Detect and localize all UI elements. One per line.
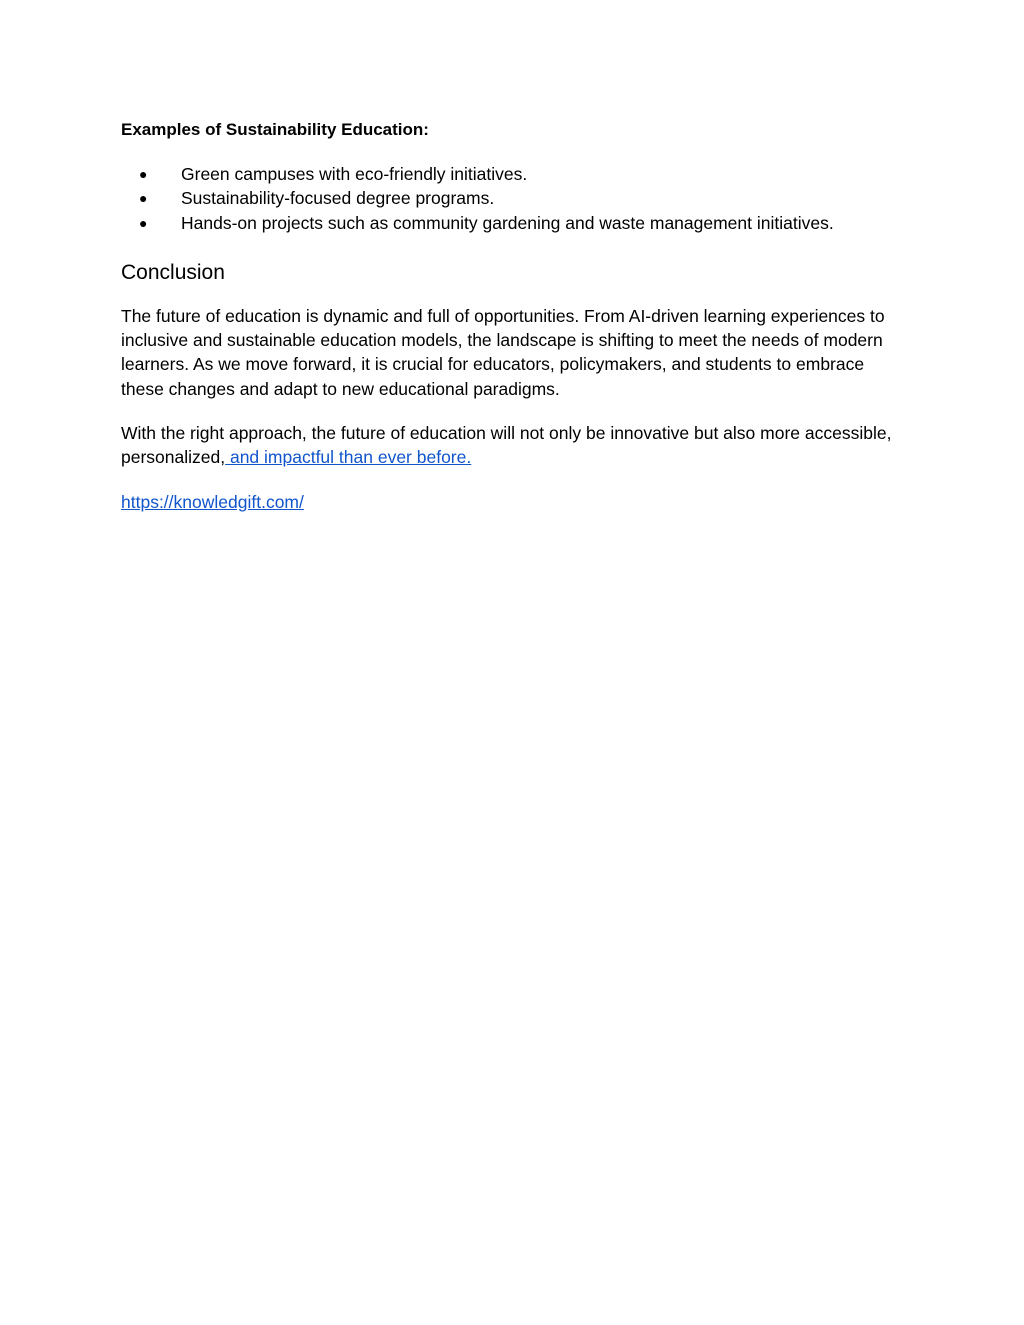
conclusion-paragraph-2-text: With the right approach, the future of education will not only be innovative but also more accessible, personalized, xyxy=(121,423,892,468)
conclusion-paragraph-1: The future of education is dynamic and full of opportunities. From AI-driven learning experiences to inclusive and sustainable education models, the landscape is shifting to meet the needs of modern learners. As we move forward, it is crucial for educators, policymakers, and students to embrace these changes and adapt to new educational paradigms. xyxy=(121,305,885,399)
examples-heading: Examples of Sustainability Education: xyxy=(121,120,429,139)
list-item xyxy=(121,162,911,186)
list-item-text: Green campuses with eco-friendly initiatives. xyxy=(181,164,528,184)
list-item-text: Hands-on projects such as community gardening and waste management initiatives. xyxy=(181,212,834,233)
conclusion-title: Conclusion xyxy=(121,260,225,284)
list-item xyxy=(121,186,911,210)
bullet-icon: ● xyxy=(139,166,148,182)
inline-link[interactable]: and impactful than ever before. xyxy=(225,447,472,468)
list-item xyxy=(121,211,911,235)
list-item-text: Sustainability-focused degree programs. xyxy=(181,188,495,209)
document-page xyxy=(121,118,911,514)
bullet-icon: ● xyxy=(139,190,148,207)
conclusion-paragraph-2 xyxy=(121,421,911,470)
url-line xyxy=(121,490,911,514)
bullet-icon: ● xyxy=(139,214,148,231)
examples-list xyxy=(121,162,911,235)
website-link[interactable]: https://knowledgift.com/ xyxy=(121,491,304,512)
